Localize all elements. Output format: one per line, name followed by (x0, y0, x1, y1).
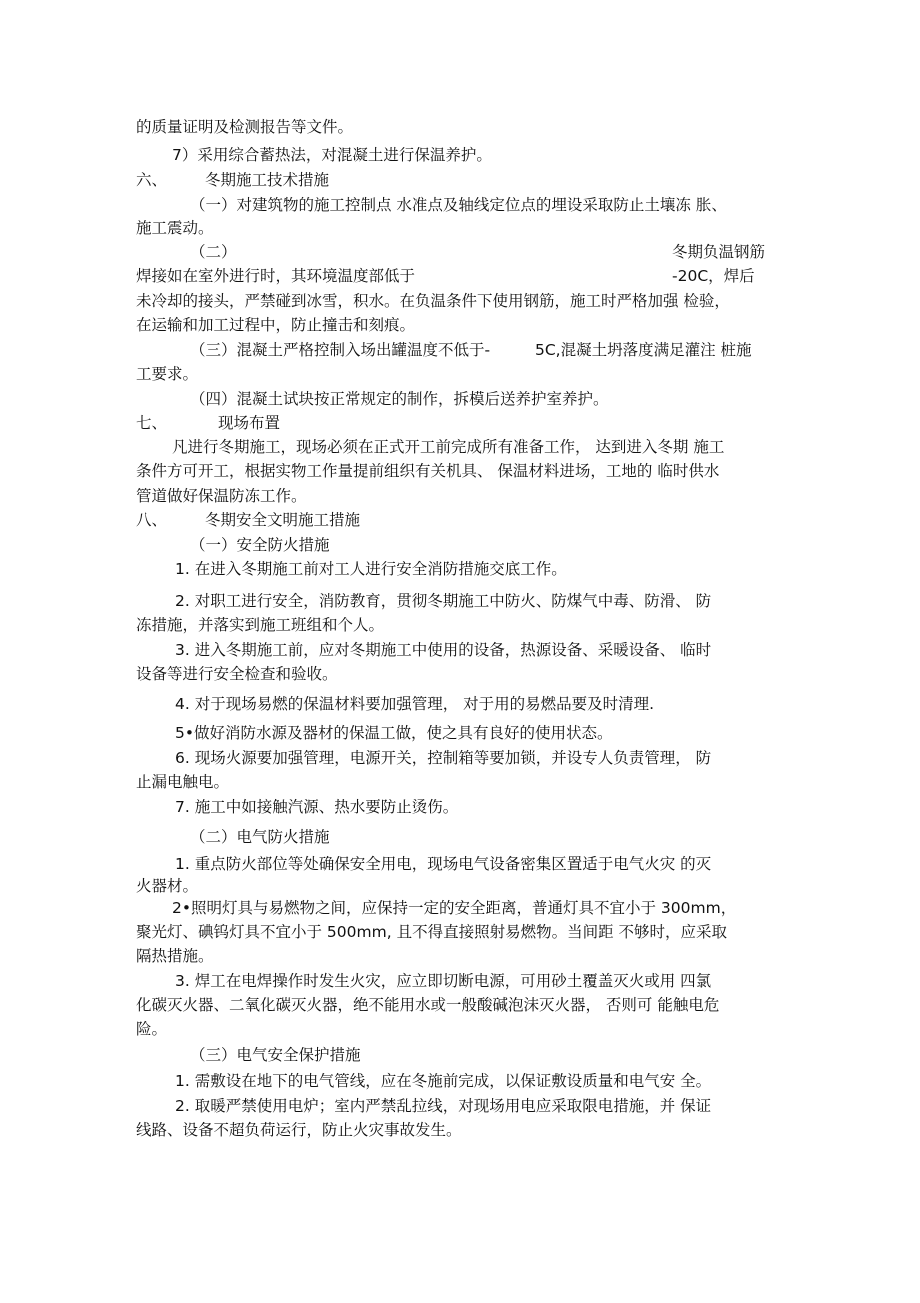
text-line: （三）混凝土严格控制入场出罐温度不低于- (190, 341, 491, 359)
section-number: 六、 (136, 171, 168, 189)
text-line: （一）对建筑物的施工控制点 水准点及轴线定位点的埋设采取防止土壤冻 胀、 (190, 196, 727, 214)
text-line: 险。 (136, 1020, 168, 1038)
text-line: 冬期负温钢筋 (672, 243, 766, 261)
list-item: 4. 对于现场易燃的保温材料要加强管理， 对于用的易燃品要及时清理. (175, 695, 655, 713)
text-line: 化碳灭火器、二氧化碳灭火器，绝不能用水或一般酸碱泡沫灭火器， 否则可 能触电危 (136, 996, 720, 1014)
text-line: 未冷却的接头，严禁碰到冰雪，积水。在负温条件下使用钢筋，施工时严格加强 检验， (136, 292, 730, 310)
section-heading: 冬期安全文明施工措施 (205, 511, 361, 529)
list-item: 1. 重点防火部位等处确保安全用电，现场电气设备密集区置适于电气火灾 的灭 (175, 855, 712, 873)
subsection-heading: （二）电气防火措施 (190, 828, 330, 846)
text-line: （四）混凝土试块按正常规定的制作，拆模后送养护室养护。 (190, 390, 609, 408)
section-heading: 现场布置 (218, 414, 281, 432)
list-item: 2. 对职工进行安全，消防教育，贯彻冬期施工中防火、防煤气中毒、防滑、 防 (175, 592, 712, 610)
section-number: 七、 (136, 414, 168, 432)
text-line: 工要求。 (136, 365, 199, 383)
text-line: （二） (190, 243, 237, 261)
text-line: 在运输和加工过程中，防止撞击和刻痕。 (136, 316, 416, 334)
text-line: 施工震动。 (136, 219, 214, 237)
list-item: 7. 施工中如接触汽源、热水要防止烫伤。 (175, 798, 459, 816)
subsection-heading: （三）电气安全保护措施 (190, 1046, 361, 1064)
list-item: 3. 焊工在电焊操作时发生火灾，应立即切断电源，可用砂土覆盖灭火或用 四氯 (175, 972, 712, 990)
text-line: -20C，焊后 (672, 267, 755, 285)
list-item: 6. 现场火源要加强管理，电源开关，控制箱等要加锁，并设专人负责管理， 防 (175, 749, 712, 767)
text-line: 火器材。 (136, 877, 199, 895)
subsection-heading: （一）安全防火措施 (190, 536, 330, 554)
text-line: 凡进行冬期施工，现场必须在正式开工前完成所有准备工作， 达到进入冬期 施工 (172, 438, 725, 456)
text-line: 线路、设备不超负荷运行，防止火灾事故发生。 (136, 1121, 462, 1139)
section-number: 八、 (136, 511, 168, 529)
list-item: 3. 进入冬期施工前，应对冬期施工中使用的设备，热源设备、采暖设备、 临时 (175, 641, 712, 659)
text-line: 5C,混凝土坍落度满足灌注 桩施 (535, 341, 752, 359)
list-item: 5•做好消防水源及器材的保温工做，使之具有良好的使用状态。 (175, 724, 613, 742)
list-item: 2•照明灯具与易燃物之间，应保持一定的安全距离，普通灯具不宜小于 300mm， (172, 899, 737, 917)
list-item: 1. 需敷设在地下的电气管线，应在冬施前完成，以保证敷设质量和电气安 全。 (175, 1072, 712, 1090)
section-heading: 冬期施工技术措施 (205, 171, 330, 189)
text-line: 管道做好保温防冻工作。 (136, 487, 307, 505)
list-item: 2. 取暖严禁使用电炉；室内严禁乱拉线，对现场用电应采取限电措施，并 保证 (175, 1097, 712, 1115)
text-line: 聚光灯、碘钨灯具不宜小于 500mm, 且不得直接照射易燃物。当间距 不够时，应采取 (136, 923, 727, 941)
text-line: 止漏电触电。 (136, 773, 230, 791)
text-line: 7）采用综合蓄热法，对混凝土进行保温养护。 (172, 146, 492, 164)
text-line: 隔热措施。 (136, 947, 214, 965)
text-line: 冻措施，并落实到施工班组和个人。 (136, 616, 385, 634)
text-line: 条件方可开工，根据实物工作量提前组织有关机具、 保温材料进场，工地的 临时供水 (136, 462, 720, 480)
text-line: 焊接如在室外进行时，其环境温度部低于 (136, 267, 416, 285)
text-line: 设备等进行安全检查和验收。 (136, 665, 338, 683)
text-line: 的质量证明及检测报告等文件。 (136, 118, 354, 136)
list-item: 1. 在进入冬期施工前对工人进行安全消防措施交底工作。 (175, 560, 567, 578)
